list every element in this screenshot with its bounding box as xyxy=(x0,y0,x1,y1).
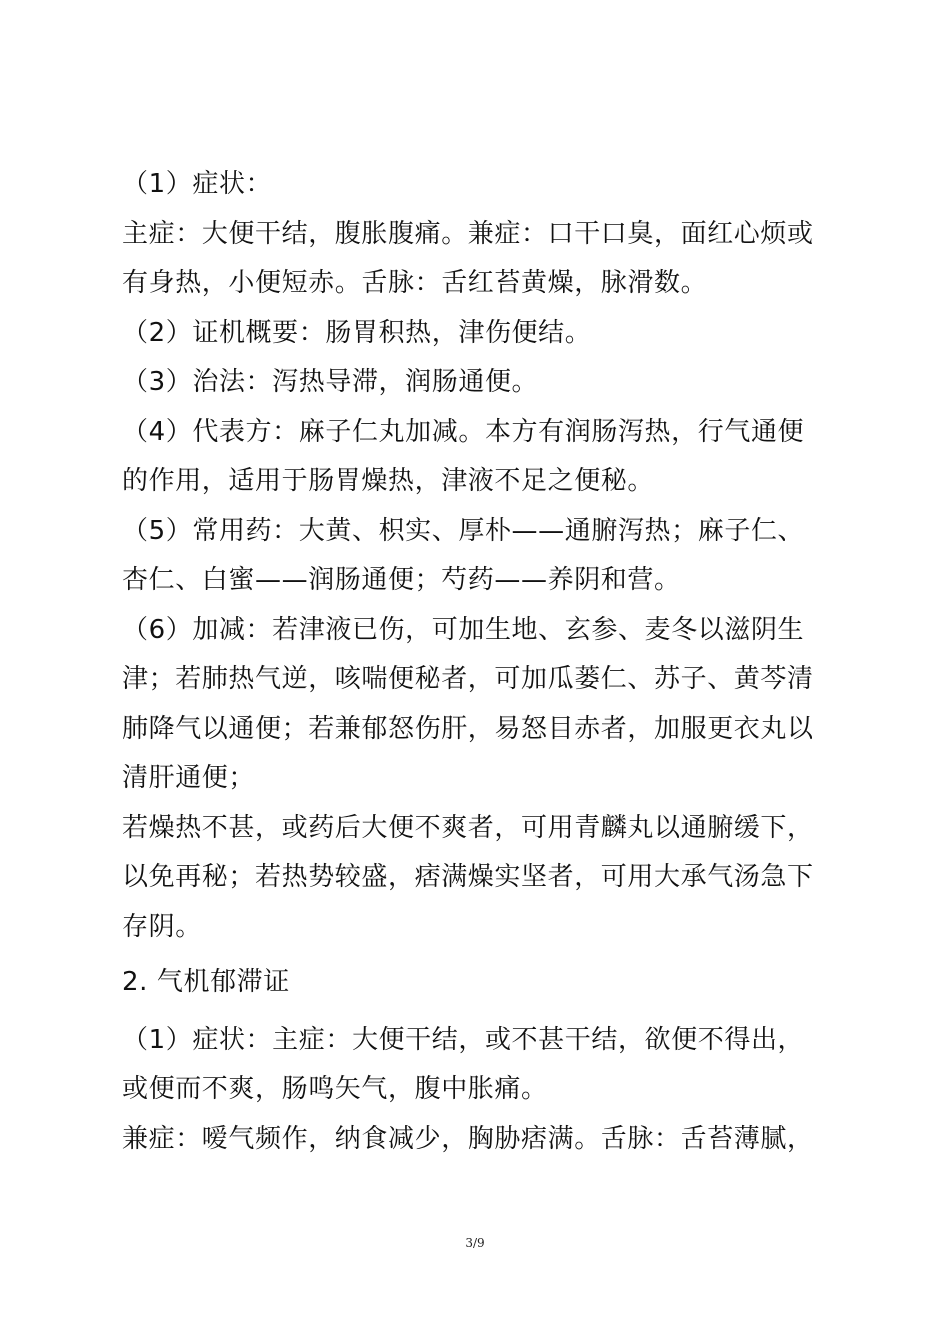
text-line: 存阴。 xyxy=(122,911,202,942)
text-line: 若燥热不甚，或药后大便不爽者，可用青麟丸以通腑缓下， xyxy=(122,812,814,843)
text-line: 津；若肺热气逆，咳喘便秘者，可加瓜蒌仁、苏子、黄芩清 xyxy=(122,664,814,694)
text-line: 肺降气以通便；若兼郁怒伤肝，易怒目赤者，加服更衣丸以 xyxy=(122,713,814,744)
text-line: （1）症状： xyxy=(122,169,273,199)
page-number: 3/9 xyxy=(465,1236,485,1250)
text-line: （3）治法：泻热导滞，润肠通便。 xyxy=(122,367,539,397)
text-line: 杏仁、白蜜——润肠通便；芍药——养阴和营。 xyxy=(122,565,681,595)
text-line: （5）常用药：大黄、枳实、厚朴——通腑泻热；麻子仁、 xyxy=(122,515,805,546)
section-heading: 2. 气机郁滞证 xyxy=(122,967,290,997)
text-line: （1）症状：主症：大便干结，或不甚干结，欲便不得出， xyxy=(122,1024,805,1055)
text-line: 有身热，小便短赤。舌脉：舌红苔黄燥，脉滑数。 xyxy=(122,268,708,298)
text-line: 兼症：嗳气频作，纳食减少，胸胁痞满。舌脉：舌苔薄腻， xyxy=(122,1123,814,1154)
text-line: 的作用，适用于肠胃燥热，津液不足之便秘。 xyxy=(122,466,655,496)
text-line: （6）加减：若津液已伤，可加生地、玄参、麦冬以滋阴生 xyxy=(122,614,805,645)
text-line: 清肝通便； xyxy=(122,763,256,793)
text-line: （4）代表方：麻子仁丸加减。本方有润肠泻热，行气通便 xyxy=(122,416,805,447)
text-line: 以免再秘；若热势较盛，痞满燥实坚者，可用大承气汤急下 xyxy=(122,862,814,892)
page-content xyxy=(122,160,844,1164)
text-line: （2）证机概要：肠胃积热，津伤便结。 xyxy=(122,317,592,348)
text-line: 主症：大便干结，腹胀腹痛。兼症：口干口臭，面红心烦或 xyxy=(122,218,814,249)
text-line: 或便而不爽，肠鸣矢气，腹中胀痛。 xyxy=(122,1074,548,1104)
